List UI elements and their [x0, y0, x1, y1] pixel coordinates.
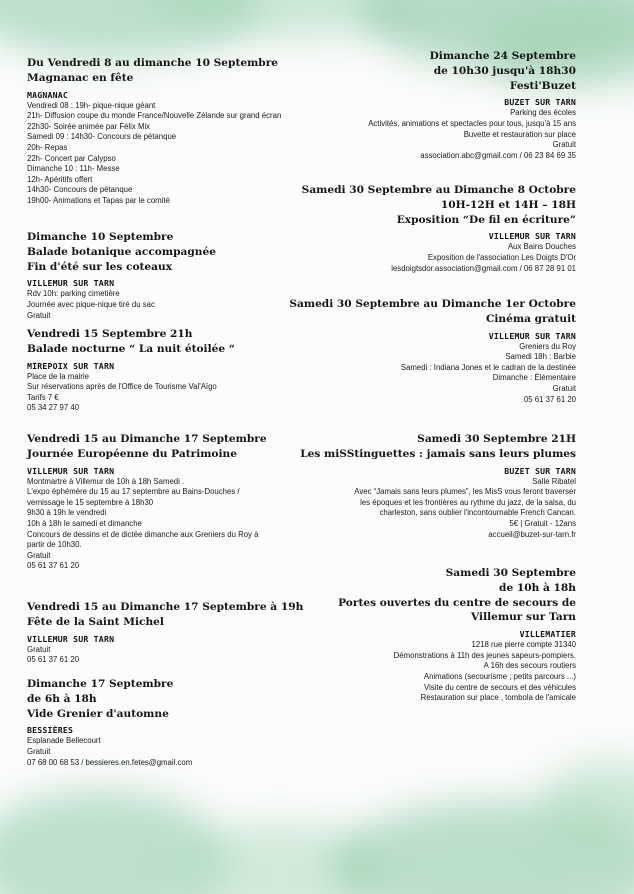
event-detail-line: Buvette et restauration sur place [463, 129, 576, 139]
event-title: Exposition “De fil en écriture” [396, 213, 576, 226]
event-detail-line: les époques et les frontières au rythme du jazz, de la salsa, du [360, 497, 576, 507]
event-detail-line: Tarifs 7 € [27, 392, 59, 402]
event-detail-line: Animations (secourisme ; petits parcours ...) [423, 671, 576, 681]
event-detail-line: Montmartre à Villemur de 10h à 18h Samedi . [27, 476, 185, 486]
event-detail-line: Avec “Jamais sans leurs plumes”, les MisS vous feront traverser [354, 487, 576, 497]
event-detail-line: 5€ | Gratuit - 12ans [509, 518, 576, 528]
event-right-5 [276, 566, 576, 704]
event-location: VILLEMUR SUR TARN [488, 330, 576, 341]
event-detail-line: Sur réservations après de l'Office de Tourisme Val'Aïgo [27, 382, 217, 392]
event-detail-line: Esplanade Bellecourt [27, 736, 101, 746]
event-right-1 [276, 49, 576, 161]
event-detail-line: 05 61 37 61 20 [27, 561, 80, 571]
event-detail-line: 12h- Apéritifs offert [27, 174, 93, 184]
event-title: Fête de la Saint Michel [27, 615, 164, 628]
event-location: VILLEMUR SUR TARN [27, 633, 115, 644]
event-date: Samedi 30 Septembre [445, 567, 576, 579]
event-detail-line: partir de 10h30. [27, 540, 82, 550]
event-detail-line: association.abc@gmail.com / 06 23 84 69 35 [420, 150, 576, 160]
event-detail-line: Vendredi 08 : 19h- pique-nique géant [27, 100, 156, 110]
event-detail-line: Dimanche : Élémentaire [492, 373, 576, 383]
event-location: MIREPOIX SUR TARN [27, 360, 115, 371]
event-detail-line: 07 68 00 68 53 / bessieres.en.fetes@gmail.com [27, 757, 193, 767]
event-location: VILLEMUR SUR TARN [488, 231, 576, 242]
event-title: de 10h à 18h [499, 581, 576, 594]
event-detail-line: Dimanche 10 : 11h- Messe [27, 164, 120, 174]
event-title: Vide Grenier d'automne [27, 707, 169, 720]
event-detail-line: Gratuit [552, 383, 576, 393]
event-detail-line: 05 61 37 61 20 [27, 655, 80, 665]
event-detail-line: Journée avec pique-nique tiré du sac [27, 299, 155, 309]
event-detail-line: Gratuit [552, 140, 576, 150]
event-detail-line: Concours de dessins et de dictée dimanche aux Greniers du Roy à [27, 529, 259, 539]
event-detail-line: Gratuit [27, 746, 51, 756]
event-date: Dimanche 24 Septembre [429, 50, 576, 62]
event-detail-line: vernissage le 15 septembre à 18h30 [27, 497, 154, 507]
event-title: Balade nocturne “ La nuit étoilée “ [27, 342, 235, 355]
event-detail-line: 21h- Diffusion coupe du monde France/Nouvelle Zélande sur grand écran [27, 111, 282, 121]
event-title: Fin d'été sur les coteaux [27, 260, 173, 273]
event-detail-line: Aux Bains Douches [507, 242, 576, 252]
event-detail-line: A 16h des secours routiers [483, 661, 576, 671]
event-title: Cinéma gratuit [485, 312, 576, 325]
event-detail-line: Samedi 18h : Barbie [505, 352, 576, 362]
event-title: Les miSStinguettes : jamais sans leurs plumes [300, 447, 576, 460]
event-detail-line: 22h- Concert par Calypso [27, 153, 116, 163]
event-detail-line: Gratuit [27, 550, 51, 560]
event-detail-line: accueil@buzet-sur-tarn.fr [488, 529, 576, 539]
event-detail-line: Greniers du Roy [519, 341, 576, 351]
event-location: MAGNANAC [27, 89, 69, 100]
event-right-2 [276, 183, 576, 274]
event-title: Villemur sur Tarn [471, 611, 576, 624]
event-title: Festi'Buzet [509, 79, 576, 92]
event-detail-line: Rdv 10h: parking cimetière [27, 289, 120, 299]
event-detail-line: Restauration sur place , tombola de l'amicale [420, 693, 576, 703]
event-date: Vendredi 15 au Dimanche 17 Septembre à 19h [27, 601, 304, 613]
event-date: Dimanche 10 Septembre [27, 231, 174, 243]
event-location: BUZET SUR TARN [504, 465, 576, 476]
event-date: Du Vendredi 8 au dimanche 10 Septembre [27, 57, 279, 69]
event-detail-line: lesdoigtsdor.association@gmail.com / 06 87 28 91 01 [391, 263, 576, 273]
event-title: de 6h à 18h [27, 692, 97, 705]
event-location: VILLEMATIER [519, 629, 576, 640]
event-right-4 [276, 432, 576, 540]
event-detail-line: Salle Ribatel [532, 476, 576, 486]
event-title: de 10h30 jusqu'à 18h30 [433, 64, 576, 77]
event-location: VILLEMUR SUR TARN [27, 278, 115, 289]
event-detail-line: Place de la mairie [27, 371, 89, 381]
event-location: BESSIÈRES [27, 725, 74, 736]
event-detail-line: charleston, sans oublier l'incontournable French Cancan. [379, 508, 576, 518]
event-date: Samedi 30 Septembre au Dimanche 8 Octobre [301, 184, 576, 196]
event-date: Dimanche 17 Septembre [27, 678, 174, 690]
event-detail-line: 10h à 18h le samedi et dimanche [27, 518, 142, 528]
event-title: Journée Européenne du Patrimoine [27, 447, 237, 460]
event-detail-line: 19h00- Animations et Tapas par le comité [27, 195, 170, 205]
event-detail-line: 20h- Repas [27, 142, 68, 152]
event-location: VILLEMUR SUR TARN [27, 465, 115, 476]
event-detail-line: Visite du centre de secours et des véhicules [424, 682, 576, 692]
event-detail-line: Gratuit [27, 644, 51, 654]
event-detail-line: Activités, animations et spectacles pour tous, jusqu'à 15 ans [368, 118, 576, 128]
event-detail-line: 14h30- Concours de pétanque [27, 185, 133, 195]
event-detail-line: 05 34 27 97 40 [27, 403, 80, 413]
event-detail-line: 22h30- Soirée animée par Félix Mix [27, 121, 151, 131]
event-title: 10H-12H et 14H – 18H [440, 198, 576, 211]
event-detail-line: Parking des écoles [510, 108, 576, 118]
event-date: Vendredi 15 au Dimanche 17 Septembre [27, 433, 267, 445]
event-title: Magnanac en fête [27, 71, 134, 84]
event-title: Balade botanique accompagnée [27, 245, 216, 258]
event-location: BUZET SUR TARN [504, 97, 576, 108]
event-detail-line: Démonstrations à 11h des jeunes sapeurs-pompiers. [393, 650, 576, 660]
event-title: Portes ouvertes du centre de secours de [338, 596, 576, 609]
event-detail-line: 1218 rue pierre compte 31340 [471, 640, 576, 650]
event-detail-line: 9h30 à 19h le vendredi [27, 508, 107, 518]
event-detail-line: Exposition de l'association Les Doigts D'Or [427, 252, 576, 262]
event-date: Samedi 30 Septembre 21H [417, 433, 576, 445]
event-detail-line: Samedi : Indiana Jones et le cadran de la destinée [400, 362, 576, 372]
event-detail-line: Gratuit [27, 310, 51, 320]
event-date: Vendredi 15 Septembre 21h [27, 328, 193, 340]
event-date: Samedi 30 Septembre au Dimanche 1er Octobre [289, 298, 576, 310]
event-detail-line: 05 61 37 61 20 [523, 394, 576, 404]
event-right-3 [276, 297, 576, 405]
event-detail-line: Samedi 09 : 14h30- Concours de pétanque [27, 132, 177, 142]
event-detail-line: L'expo éphémère du 15 au 17 septembre au Bains-Douches / [27, 487, 240, 497]
